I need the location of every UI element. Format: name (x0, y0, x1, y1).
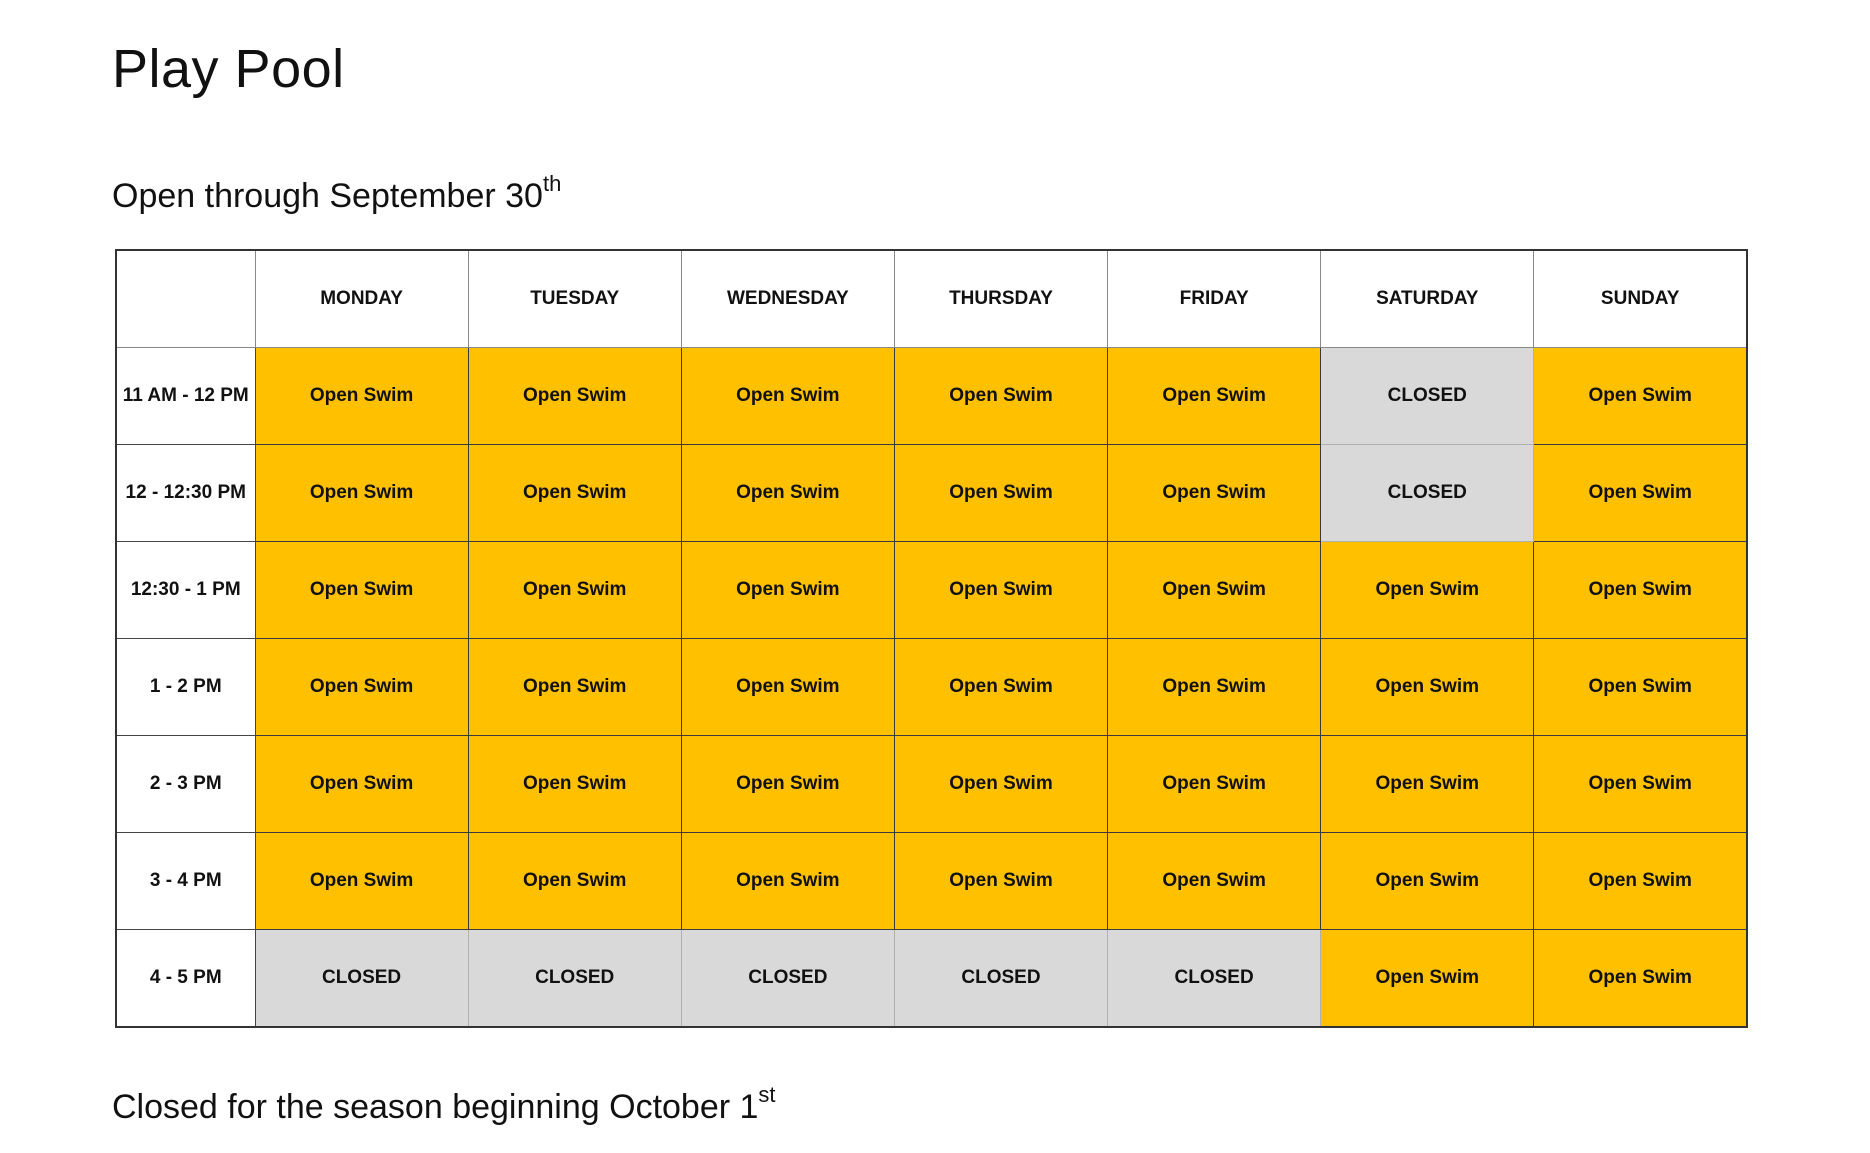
schedule-cell-saturday-open-swim: Open Swim (1321, 833, 1534, 930)
time-slot-label: 3 - 4 PM (116, 833, 255, 930)
schedule-cell-thursday-open-swim: Open Swim (894, 542, 1107, 639)
schedule-cell-wednesday-open-swim: Open Swim (681, 542, 894, 639)
schedule-cell-wednesday-open-swim: Open Swim (681, 445, 894, 542)
schedule-cell-thursday-open-swim: Open Swim (894, 833, 1107, 930)
schedule-cell-sunday-open-swim: Open Swim (1534, 542, 1747, 639)
schedule-body (116, 348, 1747, 1028)
schedule-row (116, 445, 1747, 542)
schedule-cell-thursday-closed: CLOSED (894, 930, 1107, 1028)
open-through-notice (112, 170, 562, 217)
time-slot-label: 12:30 - 1 PM (116, 542, 255, 639)
schedule-cell-saturday-closed: CLOSED (1321, 445, 1534, 542)
day-header-tuesday: TUESDAY (468, 250, 681, 348)
schedule-cell-monday-open-swim: Open Swim (255, 348, 468, 445)
schedule-cell-monday-open-swim: Open Swim (255, 736, 468, 833)
closed-season-text: Closed for the season beginning October 1 (112, 1088, 759, 1126)
time-slot-label: 11 AM - 12 PM (116, 348, 255, 445)
schedule-cell-friday-open-swim: Open Swim (1108, 445, 1321, 542)
schedule-cell-friday-open-swim: Open Swim (1108, 639, 1321, 736)
closed-season-suffix: st (758, 1081, 776, 1107)
schedule-cell-friday-open-swim: Open Swim (1108, 833, 1321, 930)
schedule-cell-tuesday-open-swim: Open Swim (468, 348, 681, 445)
schedule-cell-sunday-open-swim: Open Swim (1534, 348, 1747, 445)
schedule-cell-wednesday-closed: CLOSED (681, 930, 894, 1028)
schedule-cell-monday-open-swim: Open Swim (255, 639, 468, 736)
closed-season-notice (112, 1081, 776, 1128)
schedule-cell-friday-closed: CLOSED (1108, 930, 1321, 1028)
schedule-cell-saturday-open-swim: Open Swim (1321, 639, 1534, 736)
open-through-suffix: th (542, 170, 562, 196)
schedule-cell-tuesday-open-swim: Open Swim (468, 639, 681, 736)
time-slot-label: 2 - 3 PM (116, 736, 255, 833)
time-slot-label: 1 - 2 PM (116, 639, 255, 736)
schedule-cell-monday-open-swim: Open Swim (255, 833, 468, 930)
time-slot-label: 4 - 5 PM (116, 930, 255, 1028)
schedule-cell-thursday-open-swim: Open Swim (894, 445, 1107, 542)
schedule-cell-thursday-open-swim: Open Swim (894, 736, 1107, 833)
schedule-row (116, 736, 1747, 833)
pool-schedule-table (115, 249, 1748, 1028)
page-title: Play Pool (112, 39, 345, 99)
schedule-cell-wednesday-open-swim: Open Swim (681, 833, 894, 930)
schedule-cell-wednesday-open-swim: Open Swim (681, 736, 894, 833)
day-header-saturday: SATURDAY (1321, 250, 1534, 348)
schedule-row (116, 542, 1747, 639)
schedule-cell-saturday-open-swim: Open Swim (1321, 542, 1534, 639)
schedule-row (116, 639, 1747, 736)
day-header-monday: MONDAY (255, 250, 468, 348)
schedule-cell-monday-open-swim: Open Swim (255, 542, 468, 639)
schedule-cell-friday-open-swim: Open Swim (1108, 542, 1321, 639)
day-header-thursday: THURSDAY (894, 250, 1107, 348)
day-header-friday: FRIDAY (1108, 250, 1321, 348)
schedule-cell-friday-open-swim: Open Swim (1108, 348, 1321, 445)
header-row (116, 250, 1747, 348)
schedule-cell-sunday-open-swim: Open Swim (1534, 930, 1747, 1028)
schedule-cell-tuesday-open-swim: Open Swim (468, 833, 681, 930)
corner-header (116, 250, 255, 348)
schedule-cell-saturday-open-swim: Open Swim (1321, 930, 1534, 1028)
schedule-cell-saturday-closed: CLOSED (1321, 348, 1534, 445)
schedule-cell-monday-open-swim: Open Swim (255, 445, 468, 542)
schedule-row (116, 348, 1747, 445)
schedule-cell-friday-open-swim: Open Swim (1108, 736, 1321, 833)
schedule-cell-sunday-open-swim: Open Swim (1534, 833, 1747, 930)
day-header-wednesday: WEDNESDAY (681, 250, 894, 348)
day-header-sunday: SUNDAY (1534, 250, 1747, 348)
schedule-cell-tuesday-open-swim: Open Swim (468, 445, 681, 542)
schedule-cell-tuesday-closed: CLOSED (468, 930, 681, 1028)
schedule-cell-tuesday-open-swim: Open Swim (468, 542, 681, 639)
schedule-cell-thursday-open-swim: Open Swim (894, 348, 1107, 445)
schedule-row (116, 833, 1747, 930)
schedule-cell-sunday-open-swim: Open Swim (1534, 445, 1747, 542)
schedule-cell-sunday-open-swim: Open Swim (1534, 736, 1747, 833)
schedule-cell-saturday-open-swim: Open Swim (1321, 736, 1534, 833)
schedule-cell-sunday-open-swim: Open Swim (1534, 639, 1747, 736)
schedule-cell-wednesday-open-swim: Open Swim (681, 348, 894, 445)
schedule-cell-monday-closed: CLOSED (255, 930, 468, 1028)
schedule-cell-thursday-open-swim: Open Swim (894, 639, 1107, 736)
schedule-cell-tuesday-open-swim: Open Swim (468, 736, 681, 833)
schedule-row (116, 930, 1747, 1028)
open-through-text: Open through September 30 (112, 177, 543, 215)
time-slot-label: 12 - 12:30 PM (116, 445, 255, 542)
schedule-cell-wednesday-open-swim: Open Swim (681, 639, 894, 736)
